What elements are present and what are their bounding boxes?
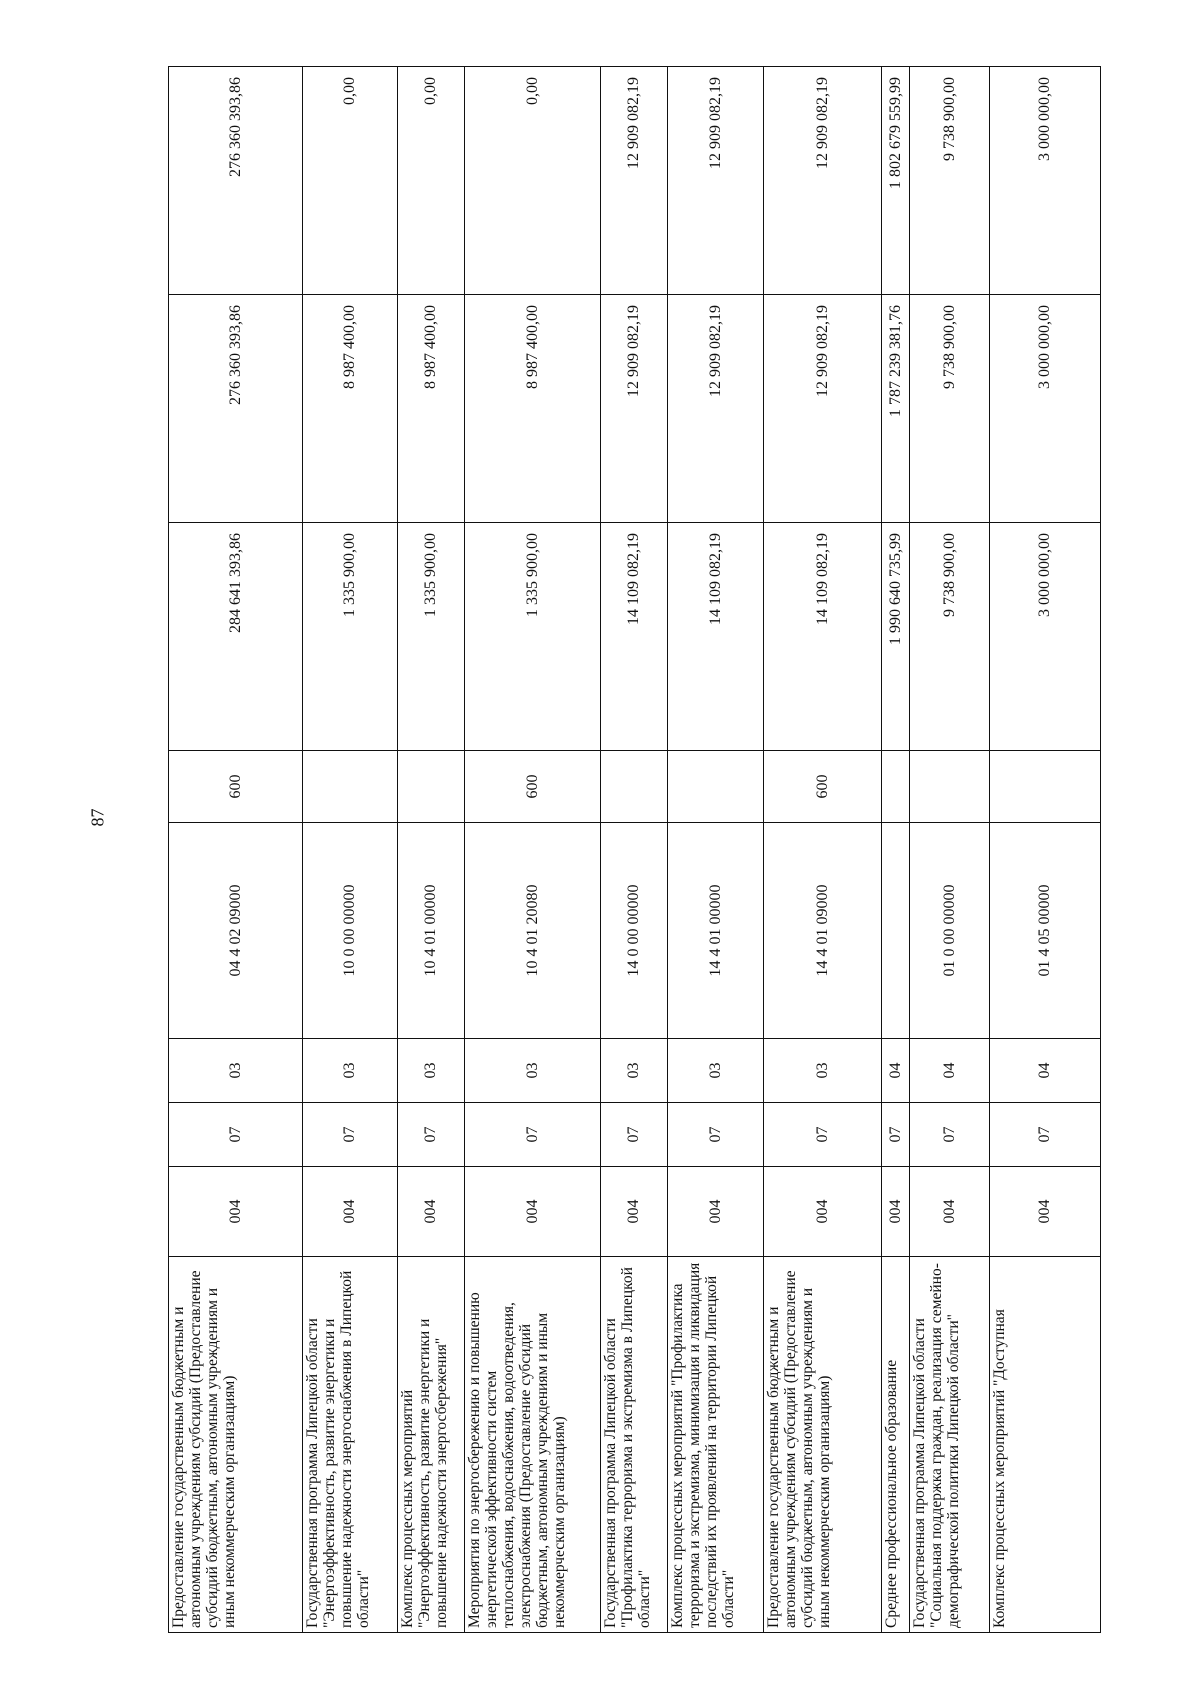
target-article-code: 14 4 01 00000 (668, 823, 764, 1039)
amount-3: 12 909 082,19 (764, 67, 882, 295)
target-article-code: 14 4 01 09000 (764, 823, 882, 1039)
section-code: 07 (465, 1103, 601, 1167)
subsection-code: 03 (668, 1039, 764, 1103)
expense-type-code: 600 (465, 751, 601, 823)
amount-2: 9 738 900,00 (910, 295, 990, 523)
amount-2: 8 987 400,00 (398, 295, 465, 523)
target-article-code (882, 823, 910, 1039)
row-name: Комплекс процессных мероприятий "Доступная (990, 1257, 1101, 1633)
expense-type-code (882, 751, 910, 823)
grbs-code: 004 (601, 1167, 668, 1257)
amount-2: 1 787 239 381,76 (882, 295, 910, 523)
grbs-code: 004 (764, 1167, 882, 1257)
row-name: Предоставление государственным бюджетным и автономным учреждениям субсидий (Предоставление субсидий бюджетным, автономным учреждениям и иным некоммерческим организациям) (169, 1257, 303, 1633)
amount-1: 14 109 082,19 (601, 523, 668, 751)
amount-1: 284 641 393,86 (169, 523, 303, 751)
section-code: 07 (764, 1103, 882, 1167)
row-name: Комплекс процессных мероприятий "Профилактика терроризма и экстремизма, минимизация и ликвидация последствий их проявлений на территории Липецкой области" (668, 1257, 764, 1633)
row-name: Комплекс процессных мероприятий "Энергоэффективность, развитие энергетики и повышение надежности энергосбережения" (398, 1257, 465, 1633)
target-article-code: 04 4 02 09000 (169, 823, 303, 1039)
target-article-code: 10 4 01 00000 (398, 823, 465, 1039)
expense-type-code (303, 751, 398, 823)
subsection-code: 03 (169, 1039, 303, 1103)
grbs-code: 004 (303, 1167, 398, 1257)
target-article-code: 01 0 00 00000 (910, 823, 990, 1039)
amount-1: 1 335 900,00 (398, 523, 465, 751)
section-code: 07 (398, 1103, 465, 1167)
amount-1: 9 738 900,00 (910, 523, 990, 751)
row-name: Предоставление государственным бюджетным и автономным учреждениям субсидий (Предоставление субсидий бюджетным, автономным учреждениям и иным некоммерческим организациям) (764, 1257, 882, 1633)
table-row (990, 67, 1101, 1633)
amount-1: 1 990 640 735,99 (882, 523, 910, 751)
grbs-code: 004 (169, 1167, 303, 1257)
grbs-code: 004 (398, 1167, 465, 1257)
subsection-code: 04 (910, 1039, 990, 1103)
subsection-code: 03 (601, 1039, 668, 1103)
amount-2: 12 909 082,19 (764, 295, 882, 523)
row-name: Мероприятия по энергосбережению и повышению энергетической эффективности систем теплоснабжения, водоснабжения, водоотведения, электроснабжения (Предоставление субсидий бюджетным, автономным учреждениям и иным некоммерческим организациям) (465, 1257, 601, 1633)
row-name: Государственная программа Липецкой области "Энергоэффективность, развитие энергетики и повышение надежности энергоснабжения в Липецкой области" (303, 1257, 398, 1633)
table-row (882, 67, 910, 1633)
amount-2: 276 360 393,86 (169, 295, 303, 523)
section-code: 07 (303, 1103, 398, 1167)
expense-type-code (910, 751, 990, 823)
grbs-code: 004 (668, 1167, 764, 1257)
expense-type-code: 600 (764, 751, 882, 823)
section-code: 07 (910, 1103, 990, 1167)
amount-2: 8 987 400,00 (465, 295, 601, 523)
section-code: 07 (882, 1103, 910, 1167)
table-row (303, 67, 398, 1633)
amount-1: 3 000 000,00 (990, 523, 1101, 751)
amount-1: 14 109 082,19 (668, 523, 764, 751)
section-code: 07 (601, 1103, 668, 1167)
target-article-code: 14 0 00 00000 (601, 823, 668, 1039)
subsection-code: 03 (303, 1039, 398, 1103)
amount-2: 3 000 000,00 (990, 295, 1101, 523)
amount-3: 0,00 (303, 67, 398, 295)
section-code: 07 (169, 1103, 303, 1167)
budget-table-rotated (168, 67, 1100, 1633)
subsection-code: 04 (990, 1039, 1101, 1103)
amount-1: 14 109 082,19 (764, 523, 882, 751)
amount-3: 12 909 082,19 (601, 67, 668, 295)
target-article-code: 01 4 05 00000 (990, 823, 1101, 1039)
subsection-code: 04 (882, 1039, 910, 1103)
amount-3: 12 909 082,19 (668, 67, 764, 295)
row-name: Государственная программа Липецкой области "Профилактика терроризма и экстремизма в Липецкой области" (601, 1257, 668, 1633)
grbs-code: 004 (910, 1167, 990, 1257)
amount-1: 1 335 900,00 (465, 523, 601, 751)
page-number: 87 (87, 808, 108, 827)
expense-type-code: 600 (169, 751, 303, 823)
section-code: 07 (990, 1103, 1101, 1167)
table-row (398, 67, 465, 1633)
amount-3: 9 738 900,00 (910, 67, 990, 295)
budget-table (168, 66, 1101, 1633)
grbs-code: 004 (882, 1167, 910, 1257)
amount-2: 8 987 400,00 (303, 295, 398, 523)
grbs-code: 004 (465, 1167, 601, 1257)
grbs-code: 004 (990, 1167, 1101, 1257)
table-row (465, 67, 601, 1633)
amount-3: 3 000 000,00 (990, 67, 1101, 295)
subsection-code: 03 (764, 1039, 882, 1103)
amount-2: 12 909 082,19 (668, 295, 764, 523)
amount-2: 12 909 082,19 (601, 295, 668, 523)
table-row (668, 67, 764, 1633)
table-row (764, 67, 882, 1633)
table-row (169, 67, 303, 1633)
expense-type-code (601, 751, 668, 823)
subsection-code: 03 (465, 1039, 601, 1103)
amount-3: 0,00 (465, 67, 601, 295)
table-row (601, 67, 668, 1633)
section-code: 07 (668, 1103, 764, 1167)
table-row (910, 67, 990, 1633)
expense-type-code (398, 751, 465, 823)
amount-1: 1 335 900,00 (303, 523, 398, 751)
target-article-code: 10 4 01 20080 (465, 823, 601, 1039)
amount-3: 0,00 (398, 67, 465, 295)
row-name: Среднее профессиональное образование (882, 1257, 910, 1633)
expense-type-code (668, 751, 764, 823)
subsection-code: 03 (398, 1039, 465, 1103)
row-name: Государственная программа Липецкой области "Социальная поддержка граждан, реализация семейно-демографической политики Липецкой области" (910, 1257, 990, 1633)
amount-3: 1 802 679 559,99 (882, 67, 910, 295)
expense-type-code (990, 751, 1101, 823)
target-article-code: 10 0 00 00000 (303, 823, 398, 1039)
amount-3: 276 360 393,86 (169, 67, 303, 295)
